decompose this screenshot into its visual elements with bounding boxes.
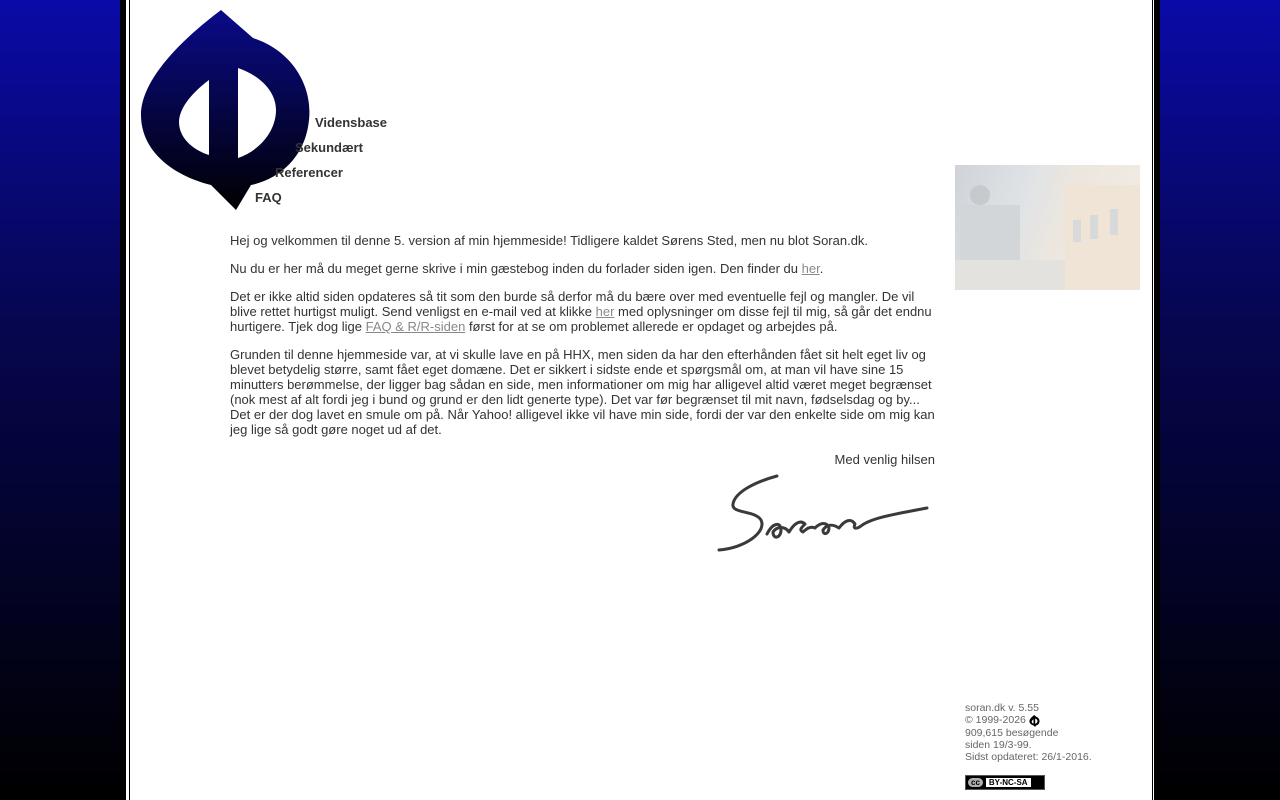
version-text: soran.dk v. 5.55 — [965, 702, 1039, 714]
cc-license-label: BY-NC-SA — [986, 778, 1031, 787]
nav-item-referencer[interactable]: Referencer — [275, 165, 343, 180]
mini-logo-icon — [1029, 715, 1040, 727]
site-footer — [965, 702, 1092, 763]
signature-image — [715, 470, 935, 555]
since-date: siden 19/3-99. — [965, 738, 1032, 751]
guestbook-text: Nu du er her må du meget gerne skrive i min gæstebog inden du forlader siden igen. Den finder du — [230, 261, 802, 276]
guestbook-link[interactable]: her — [801, 261, 820, 276]
nav-item-faq[interactable]: FAQ — [255, 190, 282, 205]
faq-rr-link[interactable]: FAQ & R/R-siden — [365, 319, 466, 334]
cc-icon: cc — [968, 778, 983, 787]
greeting-text: Med venlig hilsen — [834, 452, 935, 467]
visitor-count: 909,615 besøgende — [965, 726, 1059, 739]
errors-paragraph — [230, 289, 935, 334]
guestbook-text-end: . — [819, 261, 824, 276]
errors-text-b: med oplysninger om disse fejl til mig, så går det endnu hurtigere. Tjek dog lige — [230, 304, 932, 334]
nav-item-vidensbase[interactable]: Vidensbase — [315, 115, 388, 130]
copyright-line — [965, 714, 1092, 726]
copyright-text: © 1999-2026 — [965, 714, 1026, 727]
intro-paragraph: Hej og velkommen til denne 5. version af min hjemmeside! Tidligere kaldet Sørens Sted, men nu blot Soran.dk. — [230, 233, 869, 248]
about-paragraph: Grunden til denne hjemmeside var, at vi skulle lave en på HHX, men siden da har den efterhånden fået sit helt eget liv og blevet betydelig større, samt fået eget domæne. Det er sikkert i sidste ende et spørgsmål om, at man vil have sine 15 minutters berømmelse, der ligger bag sådan en side, men informationer om mig har alligevel altid været meget begrænset (nok mest af alt fordi jeg i bund og grund er den lidt generte type). Det var før begrænset til mit navn, fødselsdag og by... Det er der dog lavet en smule om på. Når Yahoo! alligevel ikke vil have min side, fordi der var den enkelte side om mig kan jeg lige så godt gøre noget ud af det. — [230, 347, 935, 437]
email-link[interactable]: her — [595, 304, 615, 319]
cc-license-badge[interactable] — [965, 775, 1045, 790]
header-photo — [955, 165, 1140, 290]
guestbook-paragraph — [230, 261, 935, 276]
errors-text-c: først for at se om problemet allerede er opdaget og arbejdes på. — [465, 319, 838, 334]
nav-item-sekundaert[interactable]: Sekundært — [295, 140, 363, 155]
site-logo[interactable] — [141, 10, 311, 210]
main-content — [230, 233, 935, 450]
photo-building-illustration — [955, 165, 1140, 290]
errors-text-a: Det er ikke altid siden opdateres så tit som den burde så derfor må du bære over med eventuelle fejl og mangler. De vil blive rettet hurtigst muligt. Send venligst en e-mail ved at klikke — [230, 289, 915, 319]
last-updated: Sidst opdateret: 26/1-2016. — [965, 751, 1092, 764]
